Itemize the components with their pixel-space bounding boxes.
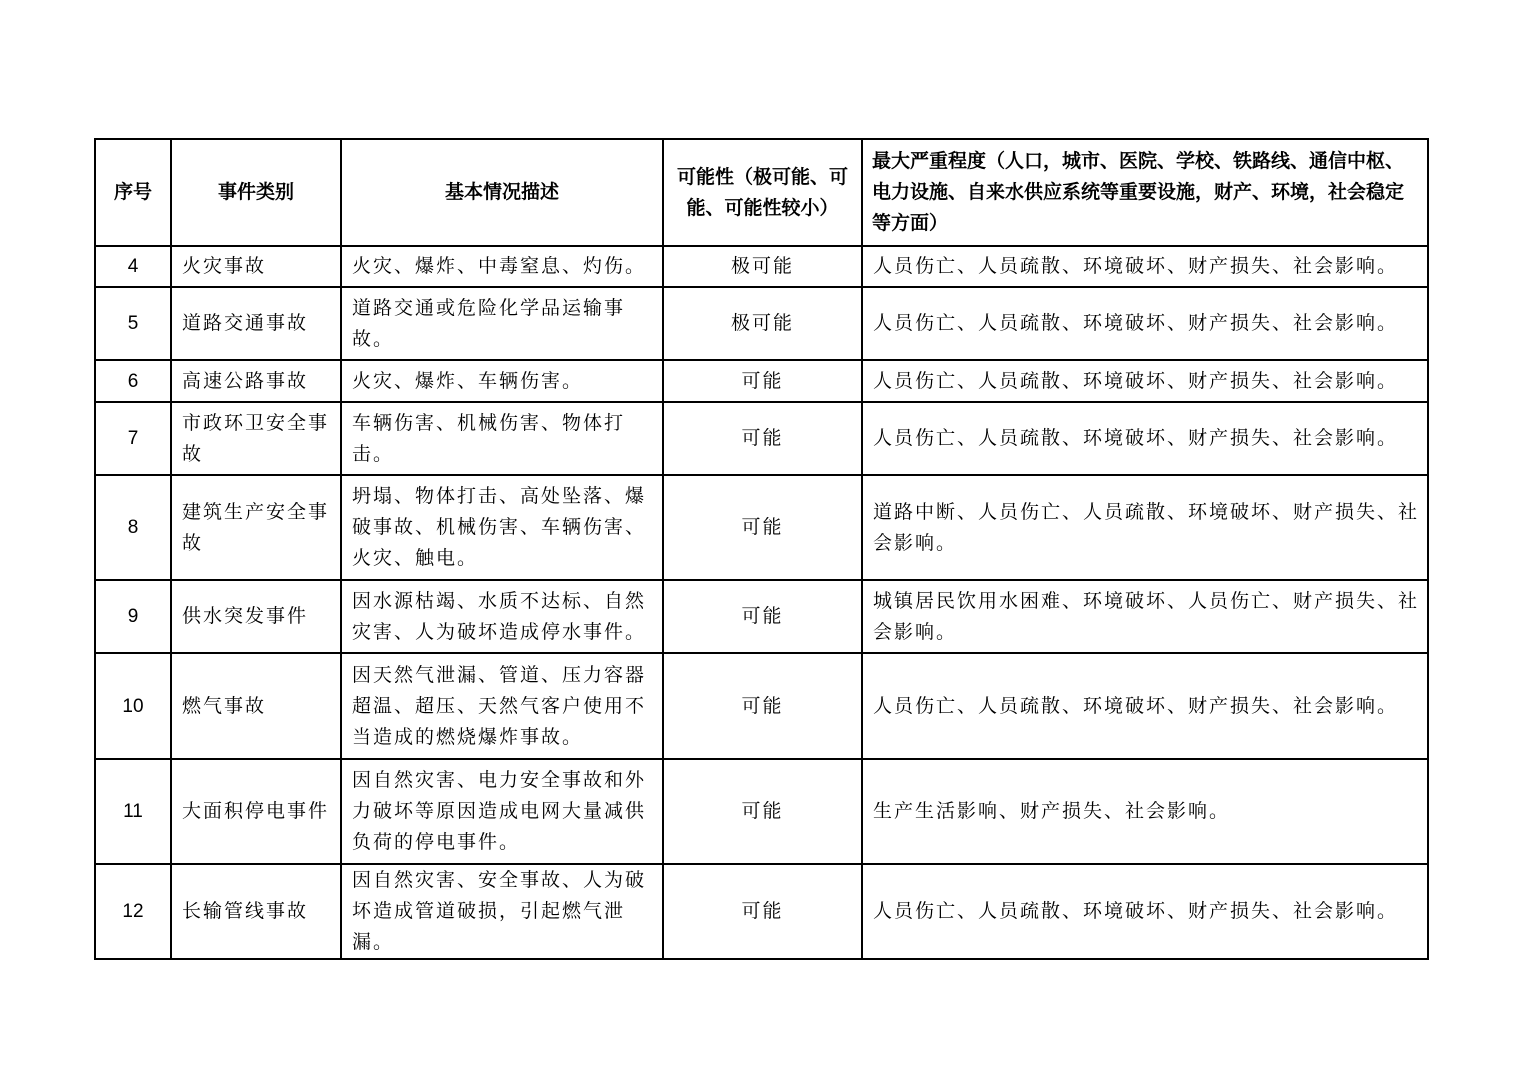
header-row xyxy=(95,139,1428,246)
row-category: 道路交通事故 xyxy=(171,287,341,360)
row-category: 市政环卫安全事故 xyxy=(171,402,341,475)
row-severity: 道路中断、人员伤亡、人员疏散、环境破坏、财产损失、社会影响。 xyxy=(862,475,1428,580)
row-possibility: 可能 xyxy=(663,580,862,653)
row-description: 因水源枯竭、水质不达标、自然灾害、人为破坏造成停水事件。 xyxy=(341,580,663,653)
risk-assessment-table xyxy=(94,138,1429,960)
table-row xyxy=(95,653,1428,759)
row-category: 供水突发事件 xyxy=(171,580,341,653)
row-possibility: 极可能 xyxy=(663,246,862,287)
row-category: 长输管线事故 xyxy=(171,864,341,959)
row-category: 建筑生产安全事故 xyxy=(171,475,341,580)
row-category: 燃气事故 xyxy=(171,653,341,759)
table-row xyxy=(95,864,1428,959)
row-no: 4 xyxy=(95,246,171,287)
row-possibility: 可能 xyxy=(663,475,862,580)
row-description: 火灾、爆炸、中毒窒息、灼伤。 xyxy=(341,246,663,287)
table-row xyxy=(95,759,1428,864)
row-possibility: 可能 xyxy=(663,360,862,402)
row-description: 火灾、爆炸、车辆伤害。 xyxy=(341,360,663,402)
row-category: 高速公路事故 xyxy=(171,360,341,402)
row-description: 车辆伤害、机械伤害、物体打击。 xyxy=(341,402,663,475)
table-row xyxy=(95,360,1428,402)
row-severity: 生产生活影响、财产损失、社会影响。 xyxy=(862,759,1428,864)
row-no: 6 xyxy=(95,360,171,402)
row-no: 11 xyxy=(95,759,171,864)
header-category: 事件类别 xyxy=(171,139,341,246)
row-description: 坍塌、物体打击、高处坠落、爆破事故、机械伤害、车辆伤害、火灾、触电。 xyxy=(341,475,663,580)
row-possibility: 极可能 xyxy=(663,287,862,360)
row-severity: 人员伤亡、人员疏散、环境破坏、财产损失、社会影响。 xyxy=(862,402,1428,475)
row-description: 因自然灾害、安全事故、人为破坏造成管道破损，引起燃气泄漏。 xyxy=(341,864,663,959)
row-severity: 人员伤亡、人员疏散、环境破坏、财产损失、社会影响。 xyxy=(862,864,1428,959)
row-no: 12 xyxy=(95,864,171,959)
header-possibility: 可能性（极可能、可能、可能性较小） xyxy=(663,139,862,246)
row-severity: 人员伤亡、人员疏散、环境破坏、财产损失、社会影响。 xyxy=(862,246,1428,287)
row-no: 7 xyxy=(95,402,171,475)
row-category: 大面积停电事件 xyxy=(171,759,341,864)
row-category: 火灾事故 xyxy=(171,246,341,287)
row-description: 道路交通或危险化学品运输事故。 xyxy=(341,287,663,360)
table-row xyxy=(95,402,1428,475)
row-no: 10 xyxy=(95,653,171,759)
row-severity: 城镇居民饮用水困难、环境破坏、人员伤亡、财产损失、社会影响。 xyxy=(862,580,1428,653)
header-severity: 最大严重程度（人口，城市、医院、学校、铁路线、通信中枢、电力设施、自来水供应系统等重要设施，财产、环境，社会稳定等方面） xyxy=(862,139,1428,246)
row-severity: 人员伤亡、人员疏散、环境破坏、财产损失、社会影响。 xyxy=(862,653,1428,759)
row-severity: 人员伤亡、人员疏散、环境破坏、财产损失、社会影响。 xyxy=(862,287,1428,360)
row-description: 因自然灾害、电力安全事故和外力破坏等原因造成电网大量减供负荷的停电事件。 xyxy=(341,759,663,864)
row-possibility: 可能 xyxy=(663,864,862,959)
row-no: 8 xyxy=(95,475,171,580)
row-severity: 人员伤亡、人员疏散、环境破坏、财产损失、社会影响。 xyxy=(862,360,1428,402)
row-description: 因天然气泄漏、管道、压力容器超温、超压、天然气客户使用不当造成的燃烧爆炸事故。 xyxy=(341,653,663,759)
table-row xyxy=(95,287,1428,360)
row-no: 5 xyxy=(95,287,171,360)
table-row xyxy=(95,475,1428,580)
row-possibility: 可能 xyxy=(663,759,862,864)
header-description: 基本情况描述 xyxy=(341,139,663,246)
row-possibility: 可能 xyxy=(663,402,862,475)
row-no: 9 xyxy=(95,580,171,653)
header-no: 序号 xyxy=(95,139,171,246)
row-possibility: 可能 xyxy=(663,653,862,759)
table-row xyxy=(95,246,1428,287)
table-row xyxy=(95,580,1428,653)
